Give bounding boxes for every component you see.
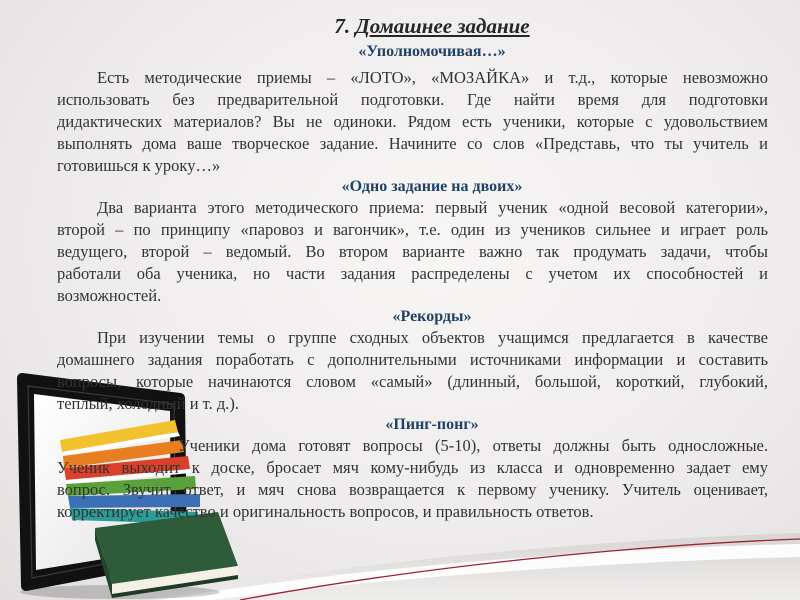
paragraph-line: второй – по принципу «паровоз и вагончик», т.е. один из учеников сильнее и играет роль bbox=[57, 220, 768, 239]
paragraph-line: работали оба ученика, но части задания распределены с учетом их способностей и bbox=[57, 264, 768, 283]
paragraph-line: Есть методические приемы – «ЛОТО», «МОЗАЙКА» и т.д., которые невозможно bbox=[97, 68, 768, 87]
section-heading: «Одно задание на двоих» bbox=[341, 178, 523, 195]
title-text: Домашнее задание bbox=[355, 14, 530, 38]
paragraph-line: использовать без предварительной подготовки. Где найти время для подготовки bbox=[57, 90, 768, 109]
section-heading: «Пинг-понг» bbox=[385, 416, 479, 433]
paragraph-line: готовишься к уроку…» bbox=[57, 156, 221, 175]
paragraph-line: теплый, холодный и т. д.). bbox=[57, 394, 240, 413]
paragraph-line: ведущего, второй – ведомый. Во втором варианте важно так продумать задачи, чтобы bbox=[57, 242, 768, 261]
section-heading: «Уполномочивая…» bbox=[358, 43, 506, 60]
section-ping-pong bbox=[57, 415, 768, 523]
paragraph-line: домашнего задания поработать с дополнительными источниками информации и составить bbox=[57, 350, 768, 369]
paragraph-line: корректирует качество и оригинальность вопросов, и правильность ответов. bbox=[57, 502, 594, 521]
paragraph-line: выполнять дома ваше творческое задание. Начините со слов «Представь, что ты учитель и bbox=[57, 134, 768, 153]
paragraph bbox=[57, 67, 768, 177]
slide-content bbox=[57, 42, 768, 523]
decorative-wave bbox=[150, 533, 800, 600]
paragraph-line: дидактических материалов? Вы не одиноки. Рядом есть ученики, которые с удовольствием bbox=[57, 112, 768, 131]
paragraph-line: вопрос. Звучит ответ, и мяч снова возвращается к первому ученику. Учитель оценивает, bbox=[57, 480, 768, 499]
paragraph bbox=[57, 197, 768, 307]
paragraph-line: возможностей. bbox=[57, 286, 162, 305]
section-odno-zadanie-na-dvoikh bbox=[57, 177, 768, 307]
slide-title bbox=[96, 12, 768, 40]
section-upolnomochivaya bbox=[57, 42, 768, 177]
paragraph-line: Два варианта этого методического приема: первый ученик «одной весовой категории», bbox=[97, 198, 768, 217]
paragraph-line: Ученики дома готовят вопросы (5-10), ответы должны быть односложные. bbox=[178, 436, 768, 455]
section-rekordy bbox=[57, 307, 768, 415]
title-number: 7. bbox=[334, 14, 351, 38]
section-heading: «Рекорды» bbox=[392, 308, 472, 325]
paragraph bbox=[57, 435, 768, 523]
paragraph-line: вопросы, которые начинаются словом «самый» (длинный, большой, короткий, глубокий, bbox=[57, 372, 768, 391]
paragraph bbox=[57, 327, 768, 415]
paragraph-line: Ученик выходит к доске, бросает мяч кому-нибудь из класса и одновременно задает ему bbox=[57, 458, 768, 477]
paragraph-line: При изучении темы о группе сходных объектов учащимся предлагается в качестве bbox=[97, 328, 768, 347]
